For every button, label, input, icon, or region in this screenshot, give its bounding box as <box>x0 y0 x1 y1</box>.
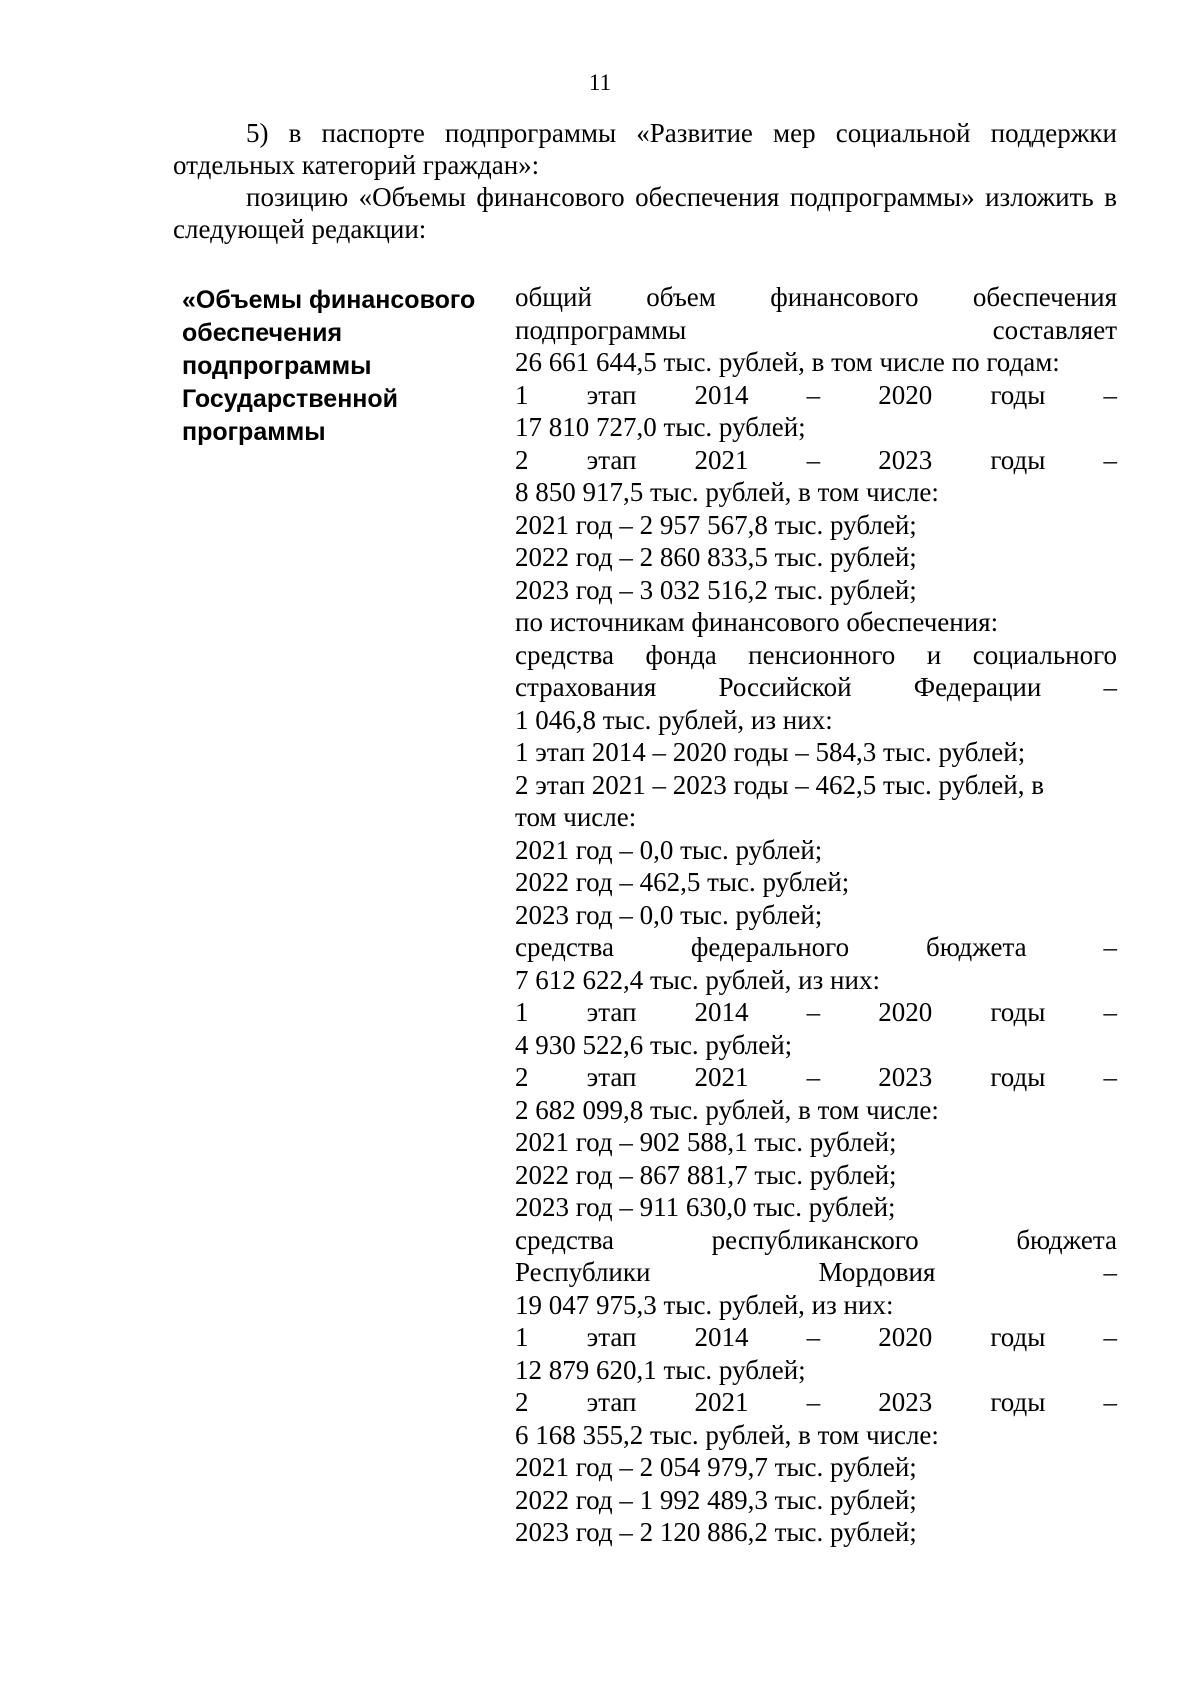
passport-value-line: 6 168 355,2 тыс. рублей, в том числе: <box>515 1419 939 1450</box>
passport-value-line: 2022 год – 462,5 тыс. рублей; <box>515 867 850 897</box>
passport-value-line: 2023 год – 911 630,0 тыс. рублей; <box>515 1192 896 1222</box>
passport-value-line: том числе: <box>515 802 637 832</box>
passport-value-line: 2 682 099,8 тыс. рублей, в том числе: <box>515 1094 939 1125</box>
page-number: 11 <box>588 70 612 95</box>
passport-value-line: 2021 год – 0,0 тыс. рублей; <box>515 834 823 865</box>
passport-value-line: 8 850 917,5 тыс. рублей, в том числе: <box>515 477 939 507</box>
passport-value-line: 2023 год – 0,0 тыс. рублей; <box>515 899 823 930</box>
passport-value-line: страхования Российской Федерации – <box>515 672 1117 702</box>
passport-value-line: 1 046,8 тыс. рублей, из них: <box>515 704 833 735</box>
passport-value-line: средства республиканского бюджета <box>515 1224 1117 1255</box>
passport-value-line: 2021 год – 2 957 567,8 тыс. рублей; <box>515 509 917 540</box>
passport-value-line: 12 879 620,1 тыс. рублей; <box>515 1354 806 1385</box>
passport-value-line: 2023 год – 2 120 886,2 тыс. рублей; <box>515 1517 917 1547</box>
passport-value-line: средства федерального бюджета – <box>515 932 1117 962</box>
passport-value-line: средства фонда пенсионного и социального <box>515 639 1117 670</box>
intro-text <box>173 117 1117 245</box>
passport-value-line: Республики Мордовия – <box>515 1257 1117 1287</box>
intro-paragraph-1: 5) в паспорте подпрограммы «Развитие мер социальной поддержки отдельных категорий граждан»: <box>173 118 1117 180</box>
passport-label: «Объемы финансового обеспечения подпрограммы Государственной программы <box>182 286 476 446</box>
passport-value-line: 2023 год – 3 032 516,2 тыс. рублей; <box>515 574 917 605</box>
passport-value-line: подпрограммы составляет <box>515 314 1117 345</box>
passport-value-line: 7 612 622,4 тыс. рублей, из них: <box>515 964 880 995</box>
passport-value-line: 1 этап 2014 – 2020 годы – 584,3 тыс. рублей; <box>515 737 1026 767</box>
passport-value-line: 2 этап 2021 – 2023 годы – <box>515 1387 1117 1417</box>
passport-value <box>515 281 1117 1549</box>
passport-value-line: по источникам финансового обеспечения: <box>515 607 999 637</box>
passport-value-line: 2022 год – 1 992 489,3 тыс. рублей; <box>515 1484 917 1515</box>
passport-value-line: 2021 год – 2 054 979,7 тыс. рублей; <box>515 1452 917 1482</box>
passport-value-line: 1 этап 2014 – 2020 годы – <box>515 997 1117 1027</box>
passport-value-line: 2022 год – 2 860 833,5 тыс. рублей; <box>515 542 917 572</box>
passport-value-line: 4 930 522,6 тыс. рублей; <box>515 1029 793 1060</box>
passport-value-line: 2022 год – 867 881,7 тыс. рублей; <box>515 1159 897 1190</box>
passport-value-line: 1 этап 2014 – 2020 годы – <box>515 1322 1117 1352</box>
intro-paragraph-2: позицию «Объемы финансового обеспечения подпрограммы» изложить в следующей редакции: <box>173 182 1117 244</box>
passport-value-line: 1 этап 2014 – 2020 годы – <box>515 379 1117 410</box>
passport-value-line: 26 661 644,5 тыс. рублей, в том числе по годам: <box>515 347 1060 377</box>
passport-value-line: общий объем финансового обеспечения <box>515 282 1117 312</box>
passport-value-line: 2 этап 2021 – 2023 годы – <box>515 1062 1117 1092</box>
passport-value-line: 2 этап 2021 – 2023 годы – 462,5 тыс. рублей, в <box>515 769 1044 800</box>
passport-value-line: 17 810 727,0 тыс. рублей; <box>515 412 806 442</box>
passport-value-line: 2 этап 2021 – 2023 годы – <box>515 444 1117 475</box>
passport-value-line: 19 047 975,3 тыс. рублей, из них: <box>515 1289 894 1320</box>
passport-value-line: 2021 год – 902 588,1 тыс. рублей; <box>515 1127 897 1157</box>
